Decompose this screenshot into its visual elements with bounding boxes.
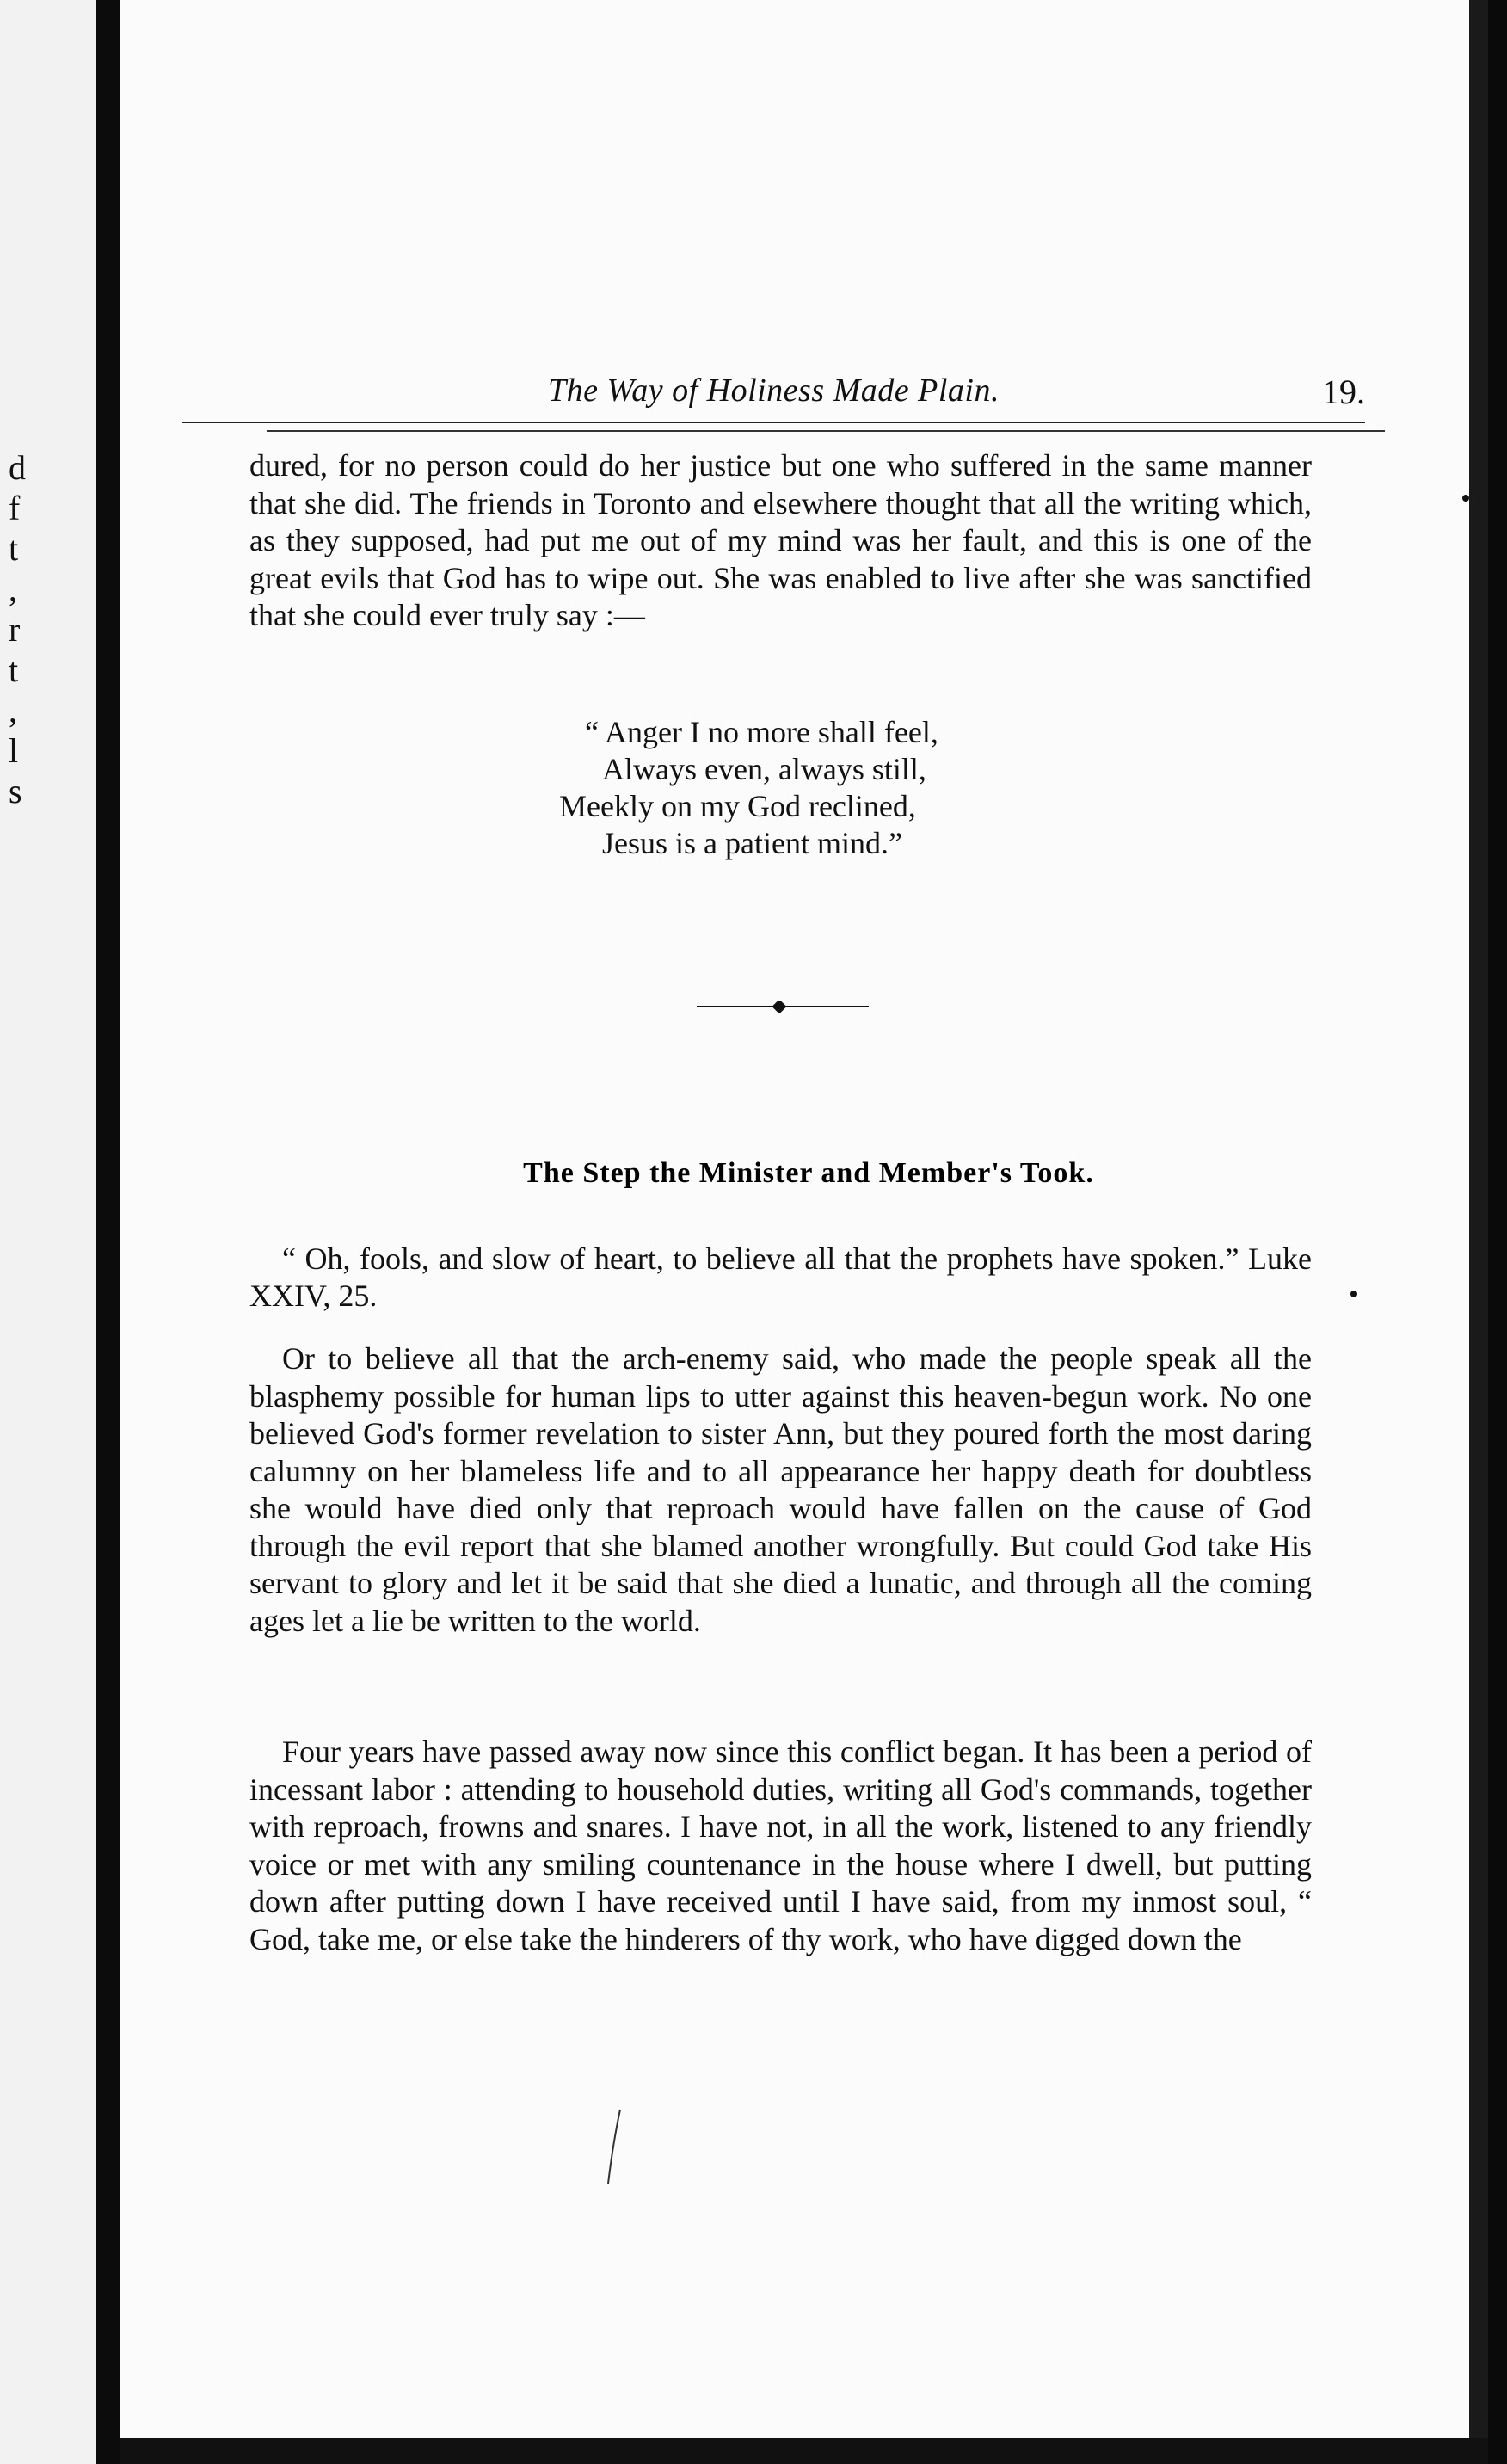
- paragraph-continued: dured, for no person could do her justice but one who suffered in the same manner that she did. The friends in Toronto and elsewhere thought that all the writing which, as they supposed, had put me out of my mind was her fault, and this is one of the great evils that God has to wipe out. She was enabled to live after she was sanctified that she could ever truly say :—: [249, 448, 1312, 632]
- paragraph: Or to believe all that the arch-enemy said, who made the people speak all the blasphemy possible for human lips to utter against this heaven-begun work. No one believed God's former revelation to sister Ann, but they poured forth the most daring calumny on her blameless life and to all appearance her happy death for doubtless she would have died only that reproach would have fallen on the cause of God through the evil report that she blamed another wrongfully. But could God take His servant to glory and let it be said that she died a lunatic, and through all the coming ages let a lie be written to the world.: [249, 1341, 1312, 1638]
- fragment: d: [9, 448, 26, 487]
- facing-page-text-fragments: [9, 447, 43, 811]
- scripture-epigraph: “ Oh, fools, and slow of heart, to believe all that the prophets have spoken.” Luke XXIV, 25.: [249, 1241, 1312, 1313]
- verse-line: Always even, always still,: [602, 752, 926, 786]
- fragment: l: [9, 731, 19, 770]
- verse-line: Jesus is a patient mind.”: [602, 826, 902, 860]
- hymn-verse: [525, 714, 938, 862]
- fragment: r: [9, 610, 21, 649]
- page-bottom-edge: [120, 2438, 1488, 2464]
- section-divider-ornament: [697, 1001, 869, 1013]
- header-rule: [182, 422, 1365, 423]
- running-header: [182, 372, 1365, 423]
- paragraph: Four years have passed away now since this conflict began. It has been a period of incessant labor : attending to household duties, writing all God's commands, together with reproach, frowns and snares. I have not, in all the work, listened to any friendly voice or met with any smiling countenance in the house where I dwell, but putting down after putting down I have received until I have said, from my inmost soul, “ God, take me, or else take the hinderers of thy work, who have digged down the: [249, 1734, 1312, 1956]
- book-page: [120, 0, 1488, 2464]
- stray-pencil-mark: [606, 2108, 624, 2185]
- fragment: ,: [9, 570, 17, 608]
- page-number: 19.: [1322, 373, 1365, 411]
- book-gutter: [96, 0, 120, 2464]
- fragment: t: [9, 529, 19, 568]
- fragment: f: [9, 489, 21, 527]
- page-right-edge: [1469, 0, 1488, 2464]
- margin-mark: [1462, 495, 1469, 502]
- verse-line: Meekly on my God reclined,: [559, 789, 916, 823]
- verse-line: “ Anger I no more shall feel,: [585, 715, 938, 749]
- running-title: The Way of Holiness Made Plain.: [548, 373, 1000, 409]
- fragment: ,: [9, 691, 17, 730]
- facing-page-edge: [0, 0, 96, 2464]
- fragment: s: [9, 772, 22, 810]
- margin-mark: [1350, 1291, 1357, 1297]
- fragment: t: [9, 650, 19, 689]
- section-heading: The Step the Minister and Member's Took.: [523, 1157, 1094, 1189]
- header-rule-secondary: [267, 430, 1385, 432]
